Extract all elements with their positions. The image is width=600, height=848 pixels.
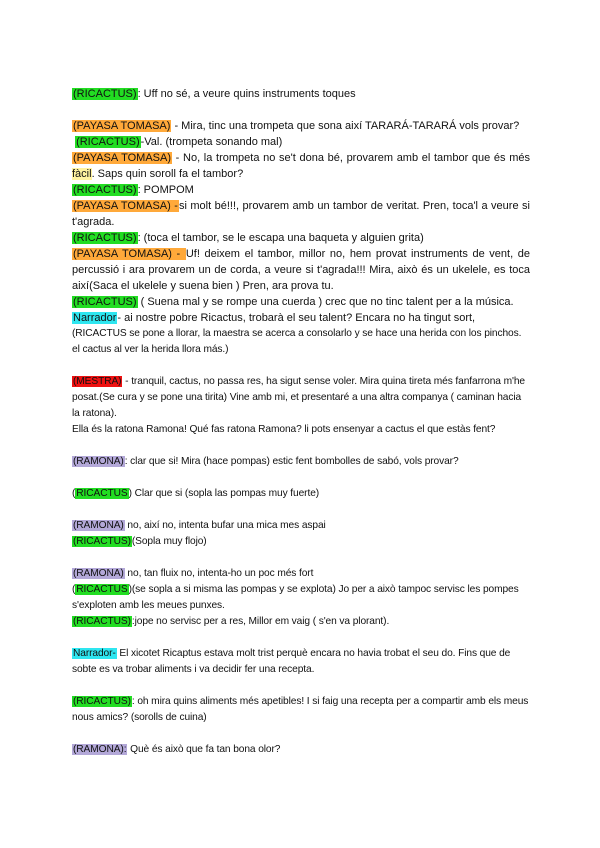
line-text: :jope no servisc per a res, Millor em vaig ( s'en va plorant). xyxy=(131,616,390,627)
line-text: El xicotet Ricaptus estava molt trist perquè encara no havia trobat el seu do. Fins que de sobte es va trobar aliments i va decidir fer una recepta. xyxy=(72,648,511,675)
speaker-tag-ricactus: (RICACTUS) xyxy=(73,232,137,244)
line-text: (se sopla a si misma las pompas y se explota) Jo per a això tampoc servisc les pompes s'exploten amb les meues punxes. xyxy=(72,584,519,611)
line-text: Uf! deixem el tambor, millor no, hem provat instruments de vent, de percussió i ara provarem un de corda, a veure si t'agrada!!! Mira, això és un ukelele, es toca així(Saca el ukelele y suena bien ) Pren, ara prova tu. xyxy=(72,248,530,292)
speaker-tag-narrador: Narrador- xyxy=(73,648,116,659)
speaker-tag-payasa: (PAYASA TOMASA) xyxy=(73,120,171,132)
highlighted-word: fàcil xyxy=(72,168,92,180)
line-text: : POMPOM xyxy=(137,184,194,196)
dialogue-line: Ella és la ratona Ramona! Qué fas ratona Ramona? li pots ensenyar a cactus el que estàs fent? xyxy=(72,424,496,435)
speaker-tag-ramona: (RAMONA) xyxy=(73,520,124,531)
speaker-tag-payasa: (PAYASA TOMASA) xyxy=(73,152,172,164)
line-text: : clar que si! Mira (hace pompas) estic fent bombolles de sabó, vols provar? xyxy=(124,456,459,467)
dialogue-line xyxy=(72,646,530,678)
dialogue-line xyxy=(72,518,530,534)
speaker-tag-ricactus: (RICACTUS) xyxy=(76,136,140,148)
line-text: ) Clar que si (sopla las pompas muy fuerte) xyxy=(128,488,320,499)
line-text: no, tan fluix no, intenta-ho un poc més fort xyxy=(124,568,314,579)
speaker-tag-ricactus: RICACTUS xyxy=(76,584,128,595)
speaker-tag-ramona: (RAMONA) xyxy=(73,568,124,579)
dialogue-line: (RICACTUS) Clar que si (sopla las pompas muy fuerte) xyxy=(72,488,320,499)
dialogue-line xyxy=(72,294,530,310)
line-text: (Sopla muy flojo) xyxy=(131,536,207,547)
line-text: si molt bé!!!, provarem amb un tambor de veritat. Pren, toca'l a veure si t'agrada. xyxy=(72,200,530,228)
line-text: . Saps quin soroll fa el tambor? xyxy=(91,168,244,180)
line-text: - No, la trompeta no se't dona bé, provarem amb el tambor que és més xyxy=(172,152,530,164)
dialogue-line xyxy=(72,454,530,470)
speaker-tag-ricactus: (RICACTUS) xyxy=(73,296,137,308)
line-text: -Val. (trompeta sonando mal) xyxy=(140,136,283,148)
dialogue-line xyxy=(72,86,530,102)
speaker-tag-ricactus: (RICACTUS) xyxy=(73,536,131,547)
dialogue-line xyxy=(72,150,530,182)
dialogue-line xyxy=(72,182,530,198)
dialogue-line xyxy=(72,566,530,582)
dialogue-line xyxy=(72,230,530,246)
dialogue-line: (RICACTUS)(se sopla a si misma las pompas y se explota) Jo per a això tampoc servisc les pompes s'exploten amb les meues punxes. xyxy=(72,584,519,611)
dialogue-line xyxy=(72,742,530,758)
dialogue-line xyxy=(72,134,530,150)
speaker-tag-ramona: (RAMONA): xyxy=(73,744,127,755)
speaker-tag-narrador: Narrador xyxy=(73,312,117,324)
dialogue-line xyxy=(72,246,530,294)
dialogue-line xyxy=(72,694,530,726)
dialogue-line xyxy=(72,534,530,550)
line-text: Què és això que fa tan bona olor? xyxy=(127,744,281,755)
line-text: - Mira, tinc una trompeta que sona així TARARÁ-TARARÁ vols provar? xyxy=(171,120,520,132)
speaker-tag-ricactus: (RICACTUS) xyxy=(73,184,137,196)
dialogue-line xyxy=(72,374,530,422)
dialogue-line xyxy=(72,118,530,134)
line-text: - ai nostre pobre Ricactus, trobarà el seu talent? Encara no ha tingut sort, xyxy=(117,312,476,324)
line-text: - tranquil, cactus, no passa res, ha sigut sense voler. Mira quina tireta més fanfarrona m'he posat.(Se cura y se pone una tirita) Vine amb mi, et presentaré a una altra companya ( caminan hacia la ratona). xyxy=(72,376,525,419)
speaker-tag-ricactus: (RICACTUS) xyxy=(73,88,137,100)
line-text: : (toca el tambor, se le escapa una baqueta y alguien grita) xyxy=(137,232,424,244)
speaker-tag-payasa: (PAYASA TOMASA) - xyxy=(73,248,185,260)
speaker-tag-ramona: (RAMONA) xyxy=(73,456,124,467)
speaker-tag-payasa: (PAYASA TOMASA) - xyxy=(73,200,178,212)
line-text: ( Suena mal y se rompe una cuerda ) crec que no tinc talent per a la música. xyxy=(137,296,514,308)
stage-direction: (RICACTUS se pone a llorar, la maestra se acerca a consolarlo y se hace una herida con los pinchos. el cactus al ver la herida llora más.) xyxy=(72,328,522,355)
speaker-tag-ricactus: RICACTUS xyxy=(76,488,128,499)
dialogue-line xyxy=(72,614,530,630)
line-text: : oh mira quins aliments més apetibles! I si faig una recepta per a compartir amb els meus nous amics? (sorolls de cuina) xyxy=(72,696,529,723)
speaker-tag-ricactus: (RICACTUS) xyxy=(73,616,131,627)
speaker-tag-ricactus: (RICACTUS) xyxy=(73,696,131,707)
speaker-tag-mestra: (MESTRA) xyxy=(73,376,122,387)
line-text: no, així no, intenta bufar una mica mes aspai xyxy=(124,520,326,531)
line-text: : Uff no sé, a veure quins instruments toques xyxy=(137,88,356,100)
dialogue-line xyxy=(72,310,530,326)
dialogue-line xyxy=(72,198,530,230)
